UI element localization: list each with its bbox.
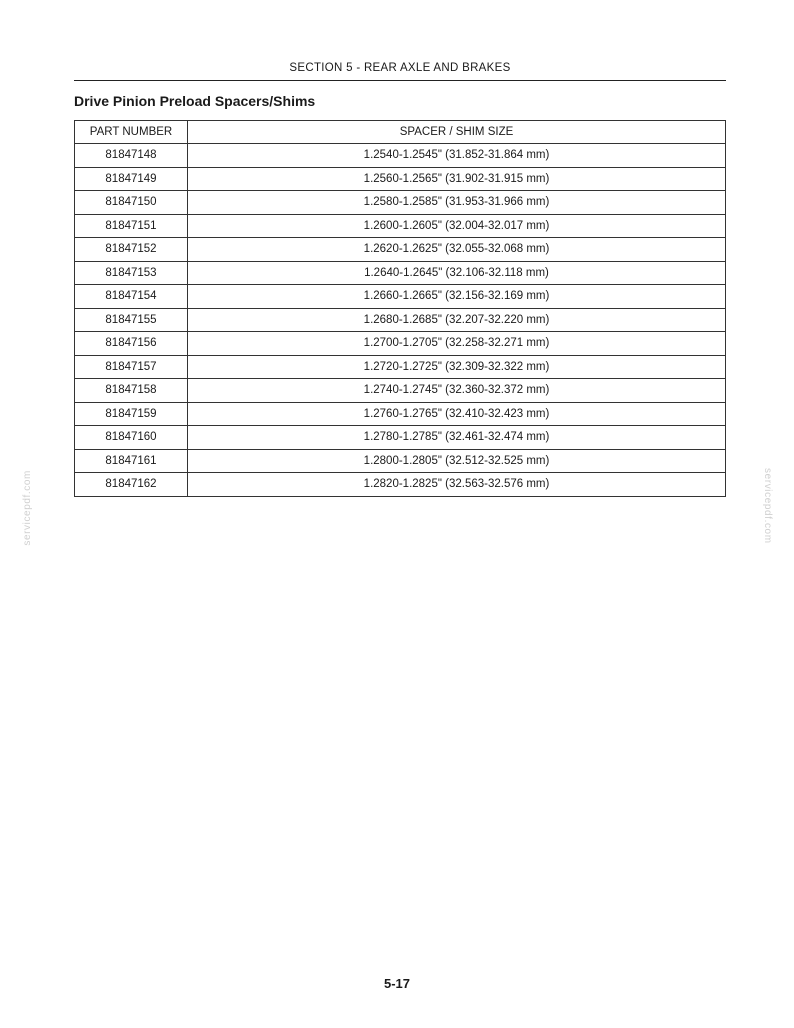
part-number-cell: 81847151 (75, 214, 188, 238)
spacer-size-cell: 1.2640-1.2645" (32.106-32.118 mm) (188, 261, 726, 285)
watermark-left: servicepdf.com (22, 470, 33, 546)
part-number-cell: 81847155 (75, 308, 188, 332)
column-header-spacer-size: SPACER / SHIM SIZE (188, 121, 726, 144)
section-header: SECTION 5 - REAR AXLE AND BRAKES (289, 62, 511, 74)
spacer-size-cell: 1.2580-1.2585" (31.953-31.966 mm) (188, 191, 726, 215)
spacer-size-cell: 1.2800-1.2805" (32.512-32.525 mm) (188, 449, 726, 473)
spacer-size-cell: 1.2560-1.2565" (31.902-31.915 mm) (188, 167, 726, 191)
spacer-size-cell: 1.2760-1.2765" (32.410-32.423 mm) (188, 402, 726, 426)
part-number-cell: 81847161 (75, 449, 188, 473)
column-header-part-number: PART NUMBER (75, 121, 188, 144)
part-number-cell: 81847149 (75, 167, 188, 191)
part-number-cell: 81847159 (75, 402, 188, 426)
table-row (75, 167, 726, 191)
page-number: 5-17 (383, 976, 411, 991)
table-row (75, 473, 726, 497)
spacer-size-cell: 1.2620-1.2625" (32.055-32.068 mm) (188, 238, 726, 262)
spacer-size-cell: 1.2740-1.2745" (32.360-32.372 mm) (188, 379, 726, 403)
spacer-shim-table (74, 120, 726, 497)
spacer-size-cell: 1.2700-1.2705" (32.258-32.271 mm) (188, 332, 726, 356)
table-row (75, 285, 726, 309)
table-row (75, 332, 726, 356)
table-row (75, 238, 726, 262)
part-number-cell: 81847160 (75, 426, 188, 450)
table-row (75, 402, 726, 426)
part-number-cell: 81847162 (75, 473, 188, 497)
table-row (75, 144, 726, 168)
watermark-right: servicepdf.com (762, 468, 773, 544)
header-rule (74, 80, 726, 81)
spacer-size-cell: 1.2820-1.2825" (32.563-32.576 mm) (188, 473, 726, 497)
spacer-size-cell: 1.2780-1.2785" (32.461-32.474 mm) (188, 426, 726, 450)
table-row (75, 261, 726, 285)
spacer-size-cell: 1.2660-1.2665" (32.156-32.169 mm) (188, 285, 726, 309)
part-number-cell: 81847158 (75, 379, 188, 403)
table-row (75, 355, 726, 379)
table-header-row (75, 121, 726, 144)
part-number-cell: 81847153 (75, 261, 188, 285)
spacer-size-cell: 1.2720-1.2725" (32.309-32.322 mm) (188, 355, 726, 379)
part-number-cell: 81847152 (75, 238, 188, 262)
table-row (75, 308, 726, 332)
part-number-cell: 81847148 (75, 144, 188, 168)
part-number-cell: 81847150 (75, 191, 188, 215)
table-row (75, 449, 726, 473)
part-number-cell: 81847154 (75, 285, 188, 309)
spacer-size-cell: 1.2600-1.2605" (32.004-32.017 mm) (188, 214, 726, 238)
part-number-cell: 81847156 (75, 332, 188, 356)
table-row (75, 426, 726, 450)
table-row (75, 191, 726, 215)
spacer-size-cell: 1.2680-1.2685" (32.207-32.220 mm) (188, 308, 726, 332)
table-title: Drive Pinion Preload Spacers/Shims (74, 93, 316, 109)
table-row (75, 379, 726, 403)
table-row (75, 214, 726, 238)
spacer-size-cell: 1.2540-1.2545" (31.852-31.864 mm) (188, 144, 726, 168)
part-number-cell: 81847157 (75, 355, 188, 379)
